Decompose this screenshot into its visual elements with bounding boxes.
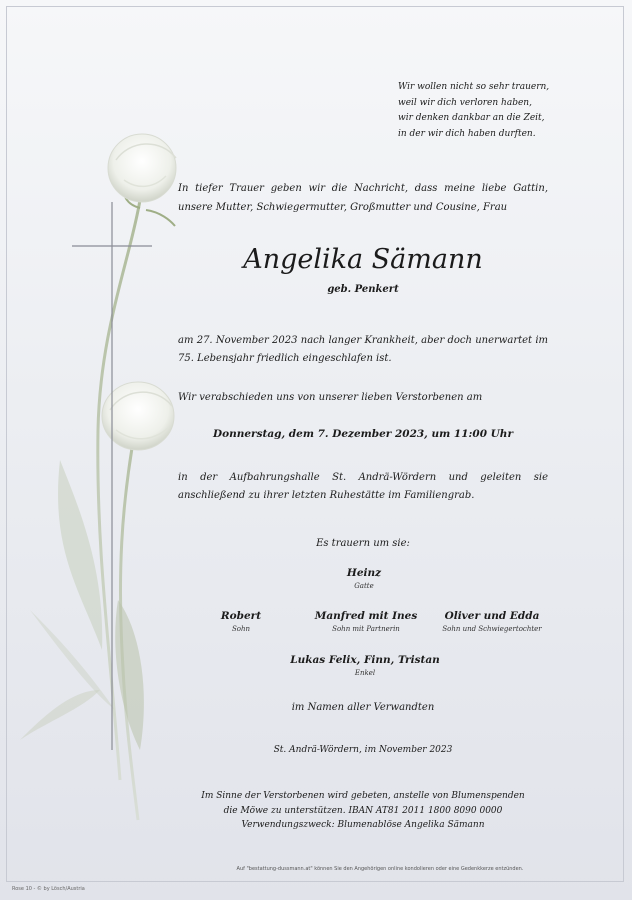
quote-line: Wir wollen nicht so sehr trauern, <box>398 82 550 92</box>
deceased-name: Angelika Sämann <box>243 244 483 275</box>
mourner-entry <box>270 654 460 677</box>
mourner-relation: Sohn <box>231 625 251 633</box>
mourner-entry <box>422 610 562 633</box>
condolence-footer: Auf "bestattung-dussmann.at" können Sie den Angehörigen online kondolieren oder eine Gedenkkerze entzünden. <box>236 866 524 872</box>
place-date-line: St. Andrä-Wördern, im November 2023 <box>273 745 453 755</box>
mourner-entry <box>306 610 426 633</box>
mourner-entry <box>193 610 289 633</box>
mourner-name: Heinz <box>346 567 382 579</box>
mourner-relation: Sohn mit Partnerin <box>332 625 400 633</box>
mourner-name: Robert <box>220 610 262 622</box>
notice-line: Verwendungszweck: Blumenablöse Angelika Sämann <box>241 820 485 830</box>
notice-line: Im Sinne der Verstorbenen wird gebeten, anstelle von Blumenspenden <box>201 791 525 801</box>
farewell-text: Wir verabschieden uns von unserer lieben Verstorbenen am <box>178 392 483 403</box>
maiden-name: geb. Penkert <box>327 284 399 295</box>
mourner-name: Oliver und Edda <box>444 610 540 622</box>
funeral-place-text: in der Aufbahrungshalle St. Andrä-Wördern und geleiten sie anschließend zu ihrer letzten Ruhestätte im Familiengrab. <box>178 472 548 501</box>
mourner-name: Lukas Felix, Finn, Tristan <box>290 654 440 666</box>
quote-line: wir denken dankbar an die Zeit, <box>398 113 545 123</box>
mourner-relation: Sohn und Schwiegertochter <box>442 625 542 633</box>
announcement-intro: In tiefer Trauer geben wir die Nachricht, dass meine liebe Gattin, unsere Mutter, Schwiegermutter, Großmutter und Cousine, Frau <box>178 183 548 213</box>
funeral-date: Donnerstag, dem 7. Dezember 2023, um 11:00 Uhr <box>213 428 513 440</box>
quote-line: weil wir dich verloren haben, <box>398 97 532 108</box>
mourners-heading: Es trauern um sie: <box>316 538 410 549</box>
quote-line: in der wir dich haben durften. <box>398 128 536 139</box>
mourner-relation: Gatte <box>354 582 374 590</box>
rose-cross-illustration <box>20 130 190 830</box>
donation-notice <box>170 789 556 833</box>
mourner-name: Manfred mit Ines <box>314 610 418 622</box>
death-text: am 27. November 2023 nach langer Krankheit, aber doch unerwartet im 75. Lebensjahr friedlich eingeschlafen ist. <box>178 335 548 364</box>
notice-line: die Möwe zu unterstützen. IBAN AT81 2011 1800 8090 0000 <box>223 805 503 816</box>
relatives-text: im Namen aller Verwandten <box>291 702 435 713</box>
mourner-relation: Enkel <box>354 669 376 677</box>
memorial-quote <box>398 80 628 142</box>
mourner-entry <box>316 567 412 590</box>
image-credit: Rose 10 - © by Lösch/Austria <box>12 886 85 892</box>
